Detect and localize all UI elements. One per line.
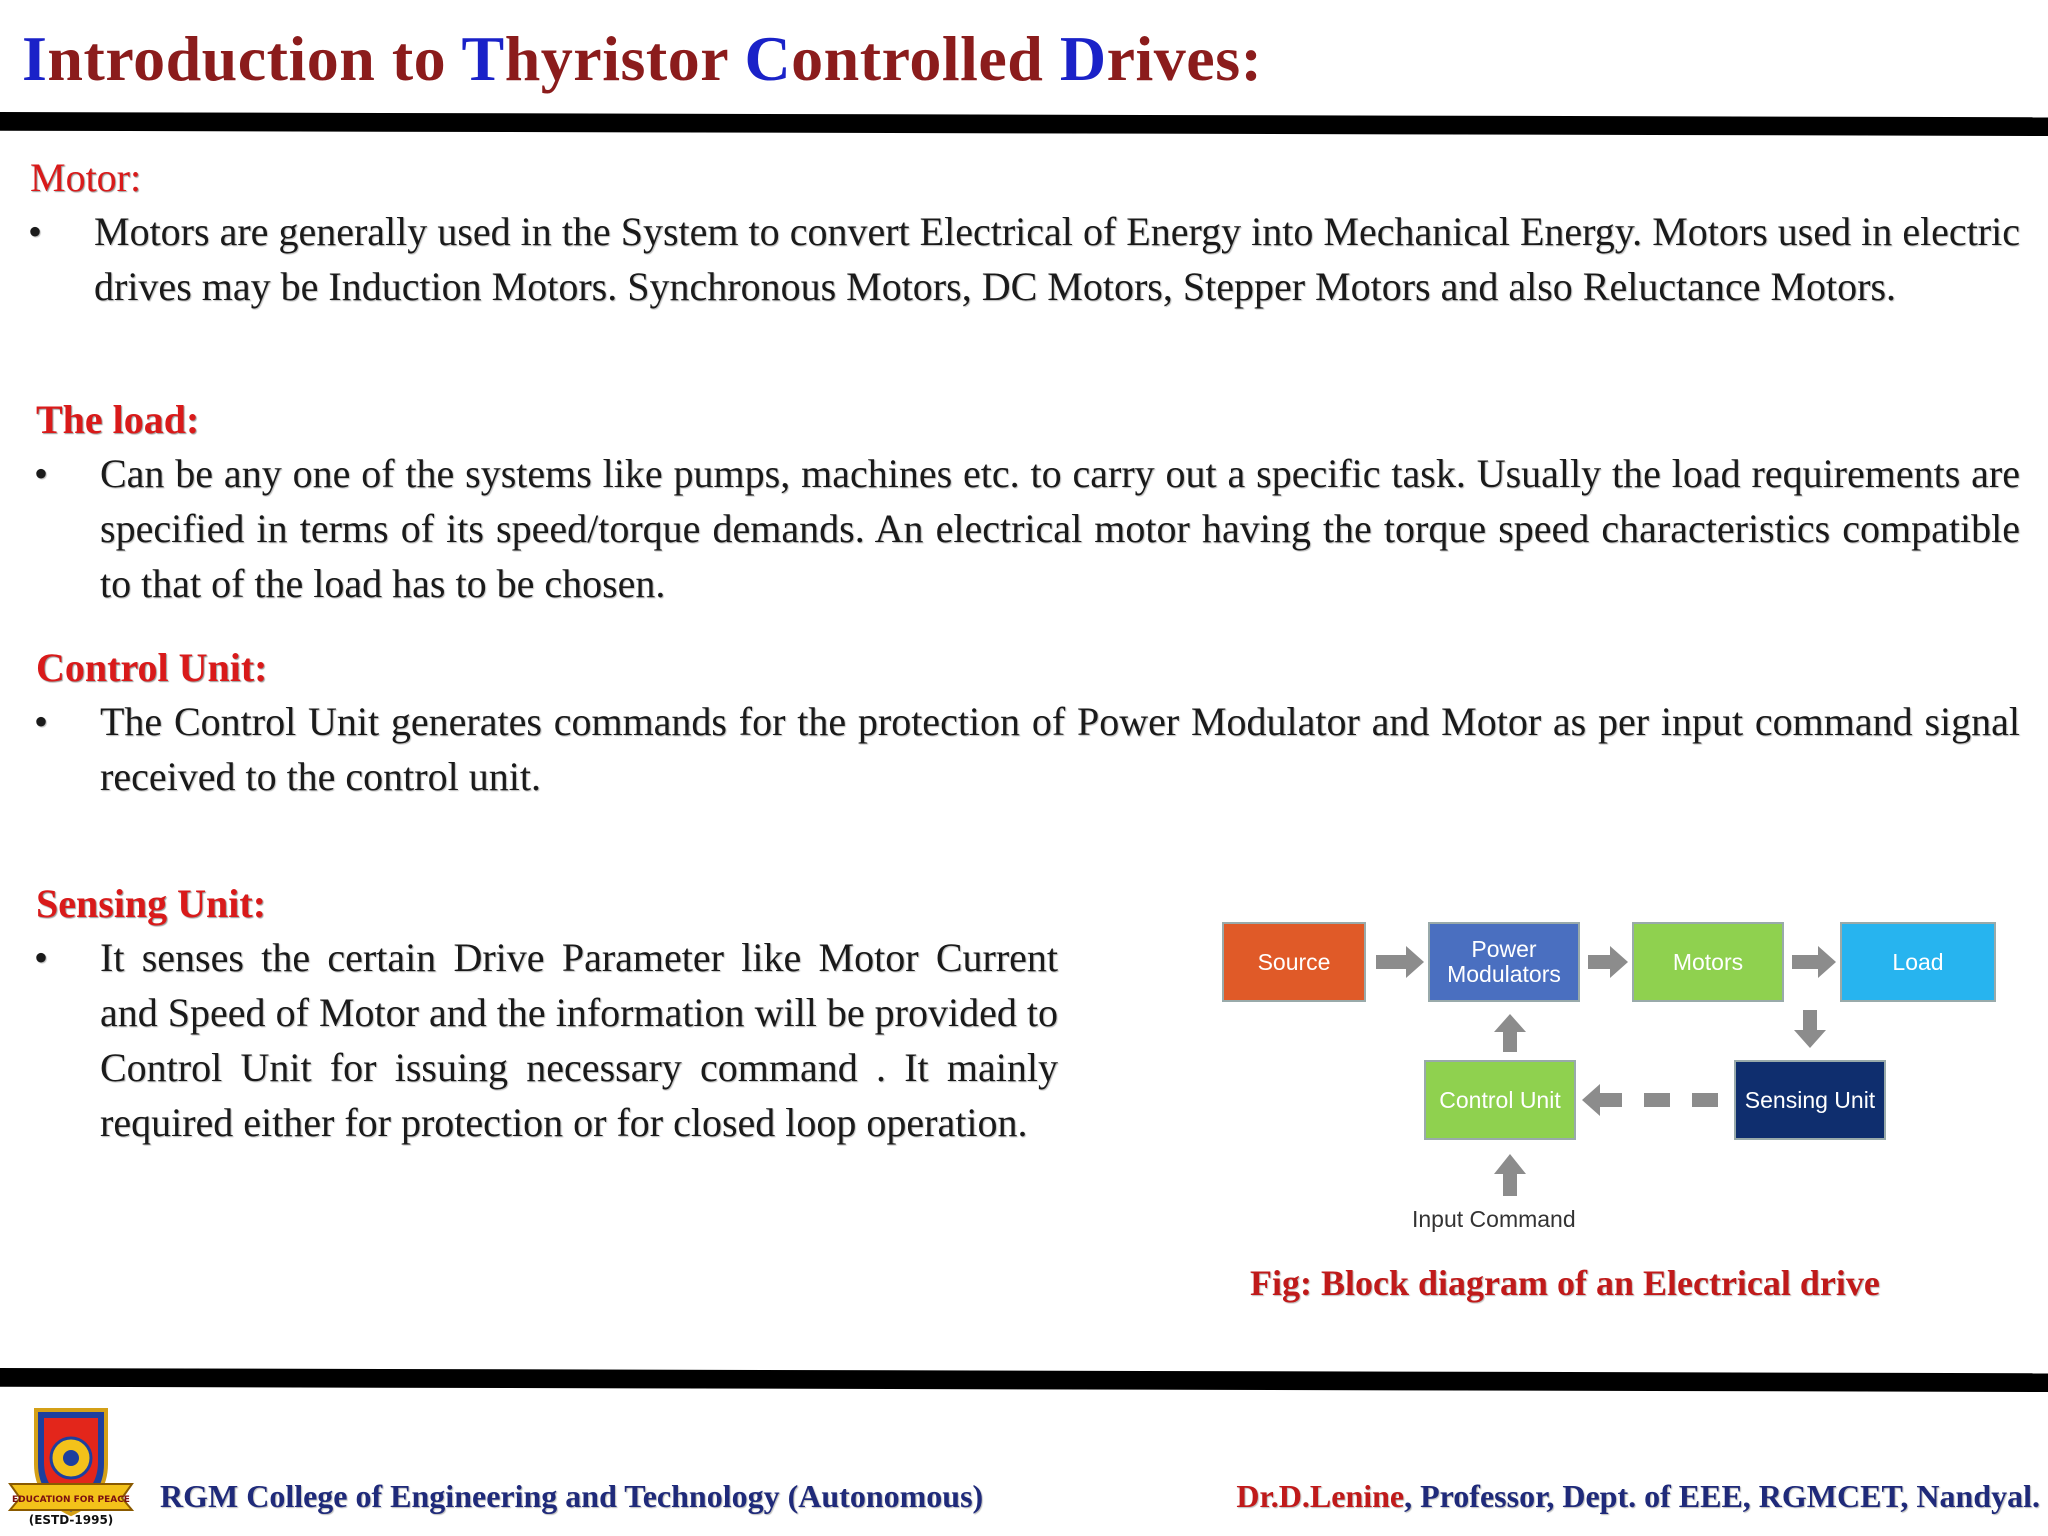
bullet-marker: • xyxy=(28,209,43,254)
title-part: C xyxy=(744,23,792,94)
title-part: D xyxy=(1059,23,1107,94)
college-logo-icon xyxy=(6,1402,136,1528)
load-bullet-text xyxy=(34,446,2020,611)
title-part: T xyxy=(461,23,505,94)
bullet-marker: • xyxy=(34,451,49,496)
motor-description: Motors are generally used in the System to convert Electrical of Energy into Mechanical Energy. Motors used in electric drives may be Induction Motors. Synchronous Motors, DC Motors, Stepper Motors and also Reluctance Motors. xyxy=(94,209,2020,309)
top-divider xyxy=(0,112,2048,136)
dash-segment xyxy=(1644,1093,1670,1107)
author-name: Dr.D.Lenine xyxy=(1236,1478,1405,1514)
arrow-up-icon xyxy=(1494,1154,1526,1196)
motors-block: Motors xyxy=(1632,922,1784,1002)
title-part: hyristor xyxy=(504,23,745,94)
arrow-up-icon xyxy=(1494,1014,1526,1052)
slide-title xyxy=(22,22,1262,96)
load-description: Can be any one of the systems like pumps, machines etc. to carry out a specific task. Usually the load requirements are specified in terms of its speed/torque demands. An electrical motor having the torque speed characteristics compatible to that of the load has to be chosen. xyxy=(100,451,2020,606)
title-part: ontrolled xyxy=(791,23,1060,94)
power-modulators-block: Power Modulators xyxy=(1428,922,1580,1002)
author-credit xyxy=(1236,1478,2040,1515)
arrow-right-icon xyxy=(1792,946,1836,978)
arrow-down-icon xyxy=(1794,1010,1826,1048)
input-command-label: Input Command xyxy=(1412,1206,1576,1232)
diagram-arrows xyxy=(1210,910,2010,1240)
bullet-marker: • xyxy=(34,935,49,980)
dash-segment xyxy=(1692,1093,1718,1107)
motor-bullet-text xyxy=(28,204,2020,314)
logo-year-text: (ESTD-1995) xyxy=(28,1513,114,1527)
motor-heading: Motor: xyxy=(30,155,142,200)
load-block: Load xyxy=(1840,922,1996,1002)
load-heading: The load: xyxy=(36,397,200,442)
arrow-left-icon xyxy=(1582,1084,1622,1116)
sensing-unit-description: It senses the certain Drive Parameter like Motor Current and Speed of Motor and the information will be provided to Control Unit for issuing necessary command . It mainly required either for protection or for closed loop operation. xyxy=(100,935,1058,1145)
institution-name: RGM College of Engineering and Technology (Autonomous) xyxy=(160,1478,984,1514)
title-part: rives: xyxy=(1106,23,1263,94)
block-diagram xyxy=(1210,910,2010,1240)
arrow-right-icon xyxy=(1588,946,1628,978)
logo-band-text: EDUCATION FOR PEACE xyxy=(12,1495,130,1505)
sensing-unit-heading: Sensing Unit: xyxy=(36,881,267,926)
sensing-unit-bullet-text xyxy=(34,930,1058,1150)
bottom-divider xyxy=(0,1368,2048,1392)
title-part: I xyxy=(22,23,48,94)
sensing-unit-block: Sensing Unit xyxy=(1734,1060,1886,1140)
control-unit-bullet-text xyxy=(34,694,2020,804)
author-details: , Professor, Dept. of EEE, RGMCET, Nandyal. xyxy=(1404,1478,2040,1514)
control-unit-description: The Control Unit generates commands for the protection of Power Modulator and Motor as per input command signal received to the control unit. xyxy=(100,699,2020,799)
control-unit-block: Control Unit xyxy=(1424,1060,1576,1140)
control-unit-heading: Control Unit: xyxy=(36,645,268,690)
bullet-marker: • xyxy=(34,699,49,744)
arrow-right-icon xyxy=(1376,946,1424,978)
source-block: Source xyxy=(1222,922,1366,1002)
figure-caption: Fig: Block diagram of an Electrical drive xyxy=(1250,1263,1880,1303)
title-part: ntroduction to xyxy=(47,23,462,94)
